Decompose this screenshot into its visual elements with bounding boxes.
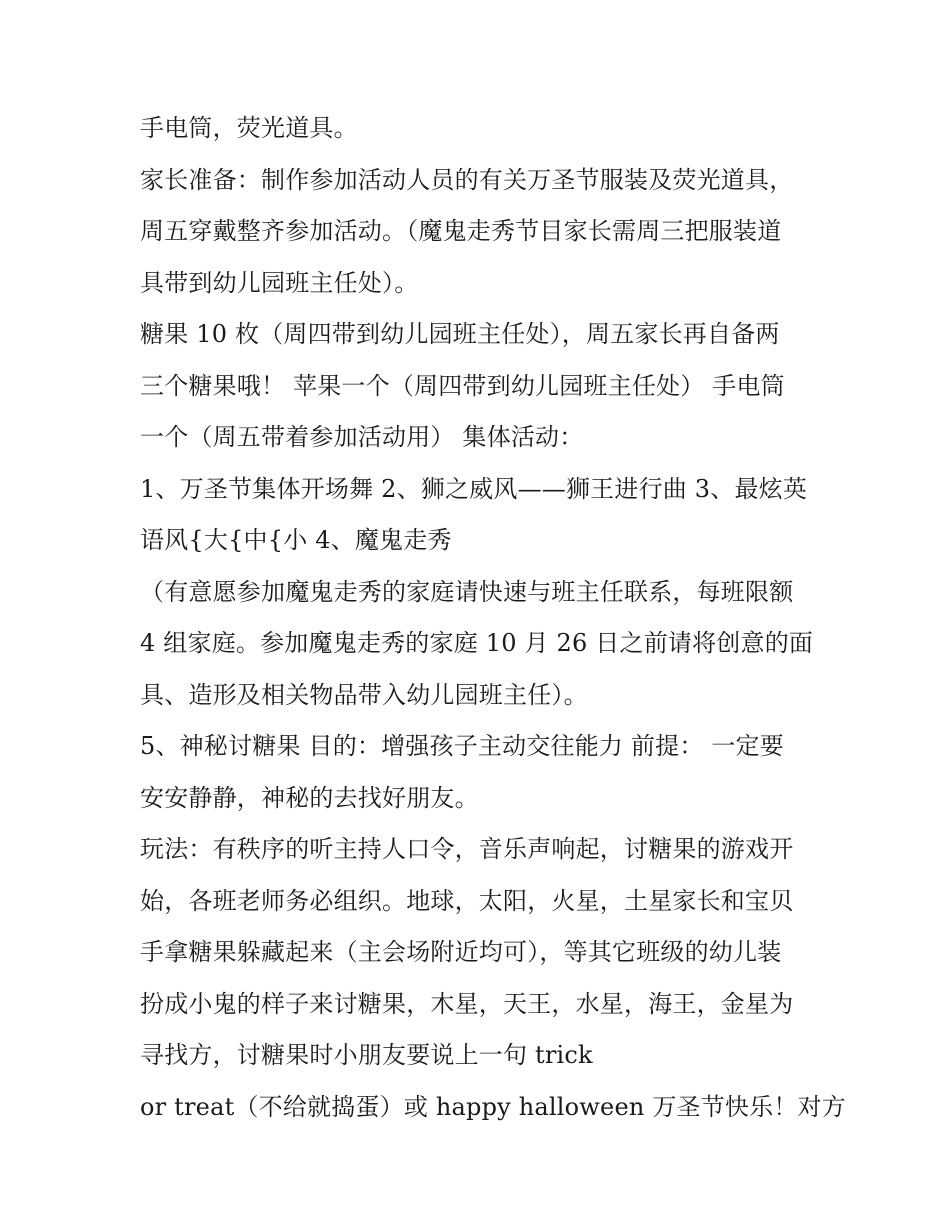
text-line: or treat（不给就捣蛋）或 happy halloween 万圣节快乐！对方: [140, 1093, 846, 1121]
text-line: 安安静静，神秘的去找好朋友。: [140, 784, 479, 812]
text-line: 一个（周五带着参加活动用） 集体活动：: [140, 423, 584, 451]
text-line: 家长准备：制作参加活动人员的有关万圣节服装及荧光道具，: [140, 166, 794, 194]
text-line: 扮成小鬼的样子来讨糖果，木星，天王，水星，海王，金星为: [140, 990, 794, 1018]
text-line: 语风{大{中{小 4、魔鬼走秀: [140, 526, 452, 554]
text-line: 手拿糖果躲藏起来（主会场附近均可），等其它班级的幼儿装: [140, 938, 782, 966]
text-line: （有意愿参加魔鬼走秀的家庭请快速与班主任联系，每班限额: [140, 578, 794, 606]
text-line: 周五穿戴整齐参加活动。（魔鬼走秀节目家长需周三把服装道: [140, 217, 782, 245]
text-line: 糖果 10 枚（周四带到幼儿园班主任处），周五家长再自备两: [140, 320, 780, 348]
text-line: 寻找方，讨糖果时小朋友要说上一句 trick: [140, 1041, 593, 1069]
text-line: 具、造形及相关物品带入幼儿园班主任）。: [140, 681, 588, 709]
text-line: 始，各班老师务必组织。地球，太阳，火星，土星家长和宝贝: [140, 887, 794, 915]
text-line: 具带到幼儿园班主任处）。: [140, 269, 419, 297]
text-line: 三个糖果哦！ 苹果一个（周四带到幼儿园班主任处） 手电筒: [140, 372, 785, 400]
text-line: 5、神秘讨糖果 目的：增强孩子主动交往能力 前提： 一定要: [140, 732, 784, 760]
text-line: 手电筒，荧光道具。: [140, 114, 358, 142]
text-line: 玩法：有秩序的听主持人口令，音乐声响起，讨糖果的游戏开: [140, 835, 794, 863]
text-line: 1、万圣节集体开场舞 2、狮之威风——狮王进行曲 3、最炫英: [140, 475, 808, 503]
text-line: 4 组家庭。参加魔鬼走秀的家庭 10 月 26 日之前请将创意的面: [140, 629, 814, 657]
